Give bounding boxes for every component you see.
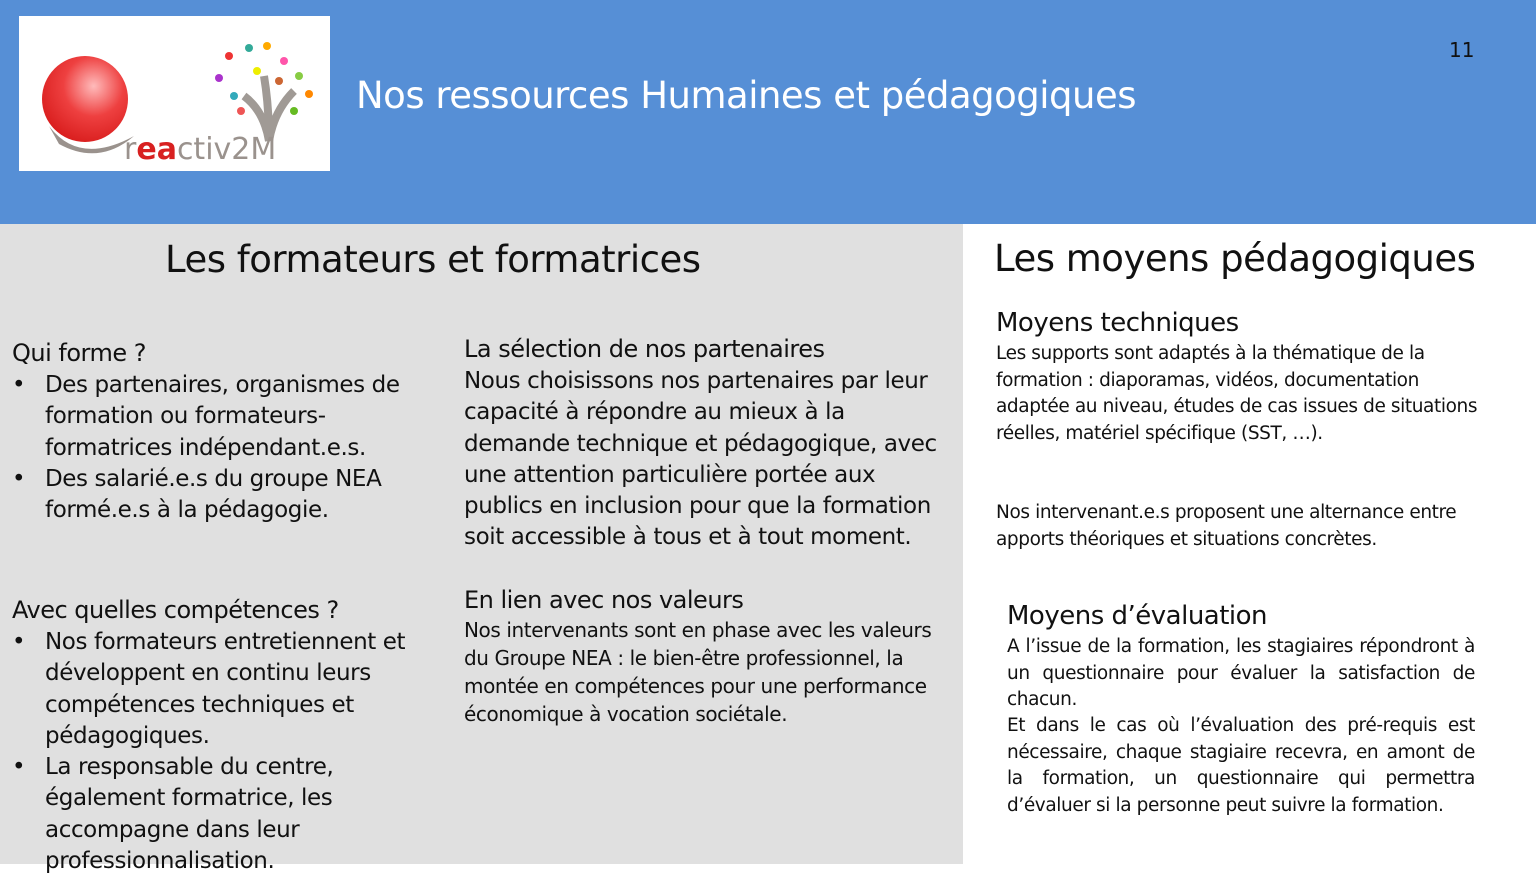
evaluation-text-2: Et dans le cas où l’évaluation des pré-requis est nécessaire, chaque stagiaire recevra, en amont de la formation, un questionnaire qui permettra d’évaluer si la personne peut suivre la formation.: [1007, 715, 1475, 816]
evaluation-heading: Moyens d’évaluation: [1007, 601, 1268, 631]
slide-header: [0, 0, 1536, 224]
list-item: • Nos formateurs entretiennent et développent en continu leurs compétences techniques et pédagogiques.: [12, 627, 432, 752]
list-item: • Des salarié.e.s du groupe NEA formé.e.s à la pédagogie.: [12, 464, 422, 527]
techniques-text-2: Nos intervenant.e.s proposent une alternance entre apports théoriques et situations concrètes.: [996, 502, 1457, 550]
list-item: • Des partenaires, organismes de formation ou formateurs-formatrices indépendant.e.s.: [12, 370, 422, 464]
selection-text: Nous choisissons nos partenaires par leur capacité à répondre au mieux à la demande technique et pédagogique, avec une attention particulière portée aux publics en inclusion pour que la formation soit accessible à tous et à tout moment.: [464, 368, 937, 551]
trainers-title: Les formateurs et formatrices: [165, 238, 701, 281]
slide-title: Nos ressources Humaines et pédagogiques: [356, 74, 1137, 117]
qui-forme-heading: Qui forme ?: [12, 339, 146, 367]
evaluation-text: A l’issue de la formation, les stagiaires répondront à un questionnaire pour évaluer la satisfaction de chacun.: [1007, 636, 1475, 710]
competences-list: [12, 627, 432, 877]
teaching-resources-panel: [963, 224, 1536, 864]
svg-text:reactiv2M: reactiv2M: [124, 132, 277, 167]
resources-title: Les moyens pédagogiques: [994, 237, 1476, 280]
valeurs-text: Nos intervenants sont en phase avec les valeurs du Groupe NEA : le bien-être professionnel, la montée en compétences pour une performance économique à vocation sociétale.: [464, 618, 932, 726]
trainers-panel: [0, 224, 963, 875]
qui-forme-list: [12, 370, 422, 526]
competences-heading: Avec quelles compétences ?: [12, 596, 339, 624]
techniques-text: Les supports sont adaptés à la thématique de la formation : diaporamas, vidéos, documentation adaptée au niveau, études de cas issues de situations réelles, matériel spécifique (SST, …).: [996, 343, 1478, 444]
list-item: • La responsable du centre, également formatrice, les accompagne dans leur professionnalisation.: [12, 752, 432, 877]
techniques-heading: Moyens techniques: [996, 308, 1239, 338]
page-number: 11: [1449, 38, 1475, 62]
reactiv2m-logo: [19, 16, 330, 171]
selection-heading: La sélection de nos partenaires: [464, 335, 825, 363]
valeurs-heading: En lien avec nos valeurs: [464, 586, 744, 614]
